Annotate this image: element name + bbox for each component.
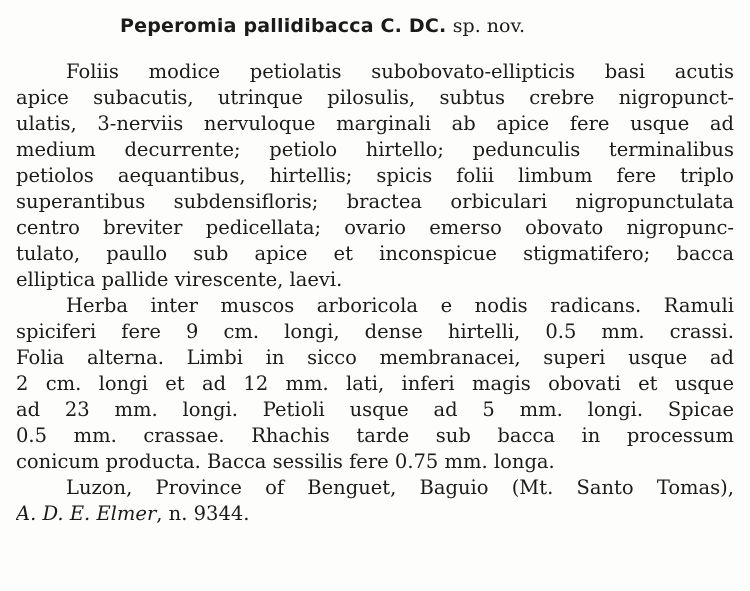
description-line: ulatis, 3-nerviis nervuloque marginali ab apice fere usque ad: [16, 112, 734, 135]
description-line: apice subacutis, utrinque pilosulis, subtus crebre nigropunct-: [16, 86, 734, 109]
habitat-line: 2 cm. longi et ad 12 mm. lati, inferi magis obovati et usque: [16, 372, 734, 395]
description-line: medium decurrente; petiolo hirtello; pedunculis terminalibus: [16, 138, 734, 161]
habitat-line: spiciferi fere 9 cm. longi, dense hirtelli, 0.5 mm. crassi.: [16, 320, 734, 343]
habitat-line: 0.5 mm. crassae. Rhachis tarde sub bacca in processum: [16, 424, 734, 447]
description-line: tulato, paullo sub apice et inconspicue stigmatifero; bacca: [16, 242, 734, 265]
locality-line: Luzon, Province of Benguet, Baguio (Mt. Santo Tomas),: [66, 476, 734, 499]
habitat-line: Folia alterna. Limbi in sicco membranacei, superi usque ad: [16, 346, 734, 369]
habitat-line: Herba inter muscos arboricola e nodis radicans. Ramuli: [66, 294, 734, 317]
species-heading: [120, 10, 525, 41]
collection-number: , n. 9344.: [156, 502, 250, 525]
description-line: centro breviter pedicellata; ovario emerso obovato nigropunc-: [16, 216, 734, 239]
collector-line: [16, 502, 734, 526]
habitat-line: conicum producta. Bacca sessilis fere 0.75 mm. longa.: [16, 450, 555, 473]
description-line: elliptica pallide virescente, laevi.: [16, 268, 343, 291]
collector-name: A. D. E. Elmer: [16, 502, 157, 525]
habitat-line: ad 23 mm. longi. Petioli usque ad 5 mm. longi. Spicae: [16, 398, 734, 421]
description-line: Foliis modice petiolatis subobovato-ellipticis basi acutis: [66, 60, 734, 83]
species-name: Peperomia pallidibacca C. DC.: [120, 15, 447, 37]
description-line: superantibus subdensifloris; bractea orbiculari nigropunctulata: [16, 190, 734, 213]
description-line: petiolos aequantibus, hirtellis; spicis folii limbum fere triplo: [16, 164, 734, 187]
species-status: sp. nov.: [452, 15, 525, 37]
